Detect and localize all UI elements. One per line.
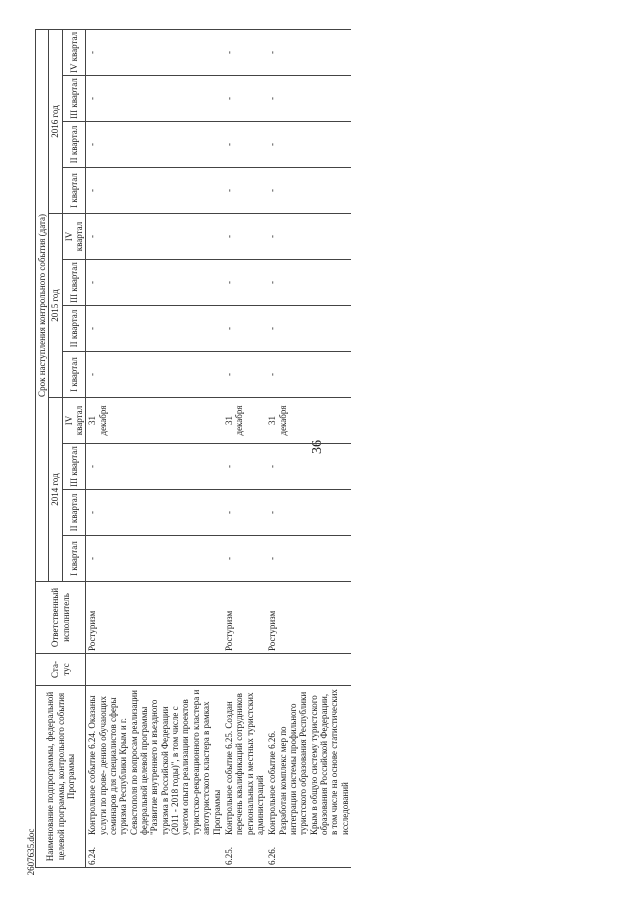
header-deadline: Срок наступления контрольного события (дата) [36, 29, 49, 581]
deadline-cell: - [266, 490, 351, 536]
header-name: Наименование подпрограммы, федеральной целевой программы, контрольного события Программы [36, 686, 86, 868]
table-row [266, 29, 351, 867]
header-quarter: I квартал [62, 352, 86, 398]
header-executor: Ответственный исполнитель [36, 582, 86, 654]
deadline-cell: - [86, 444, 223, 490]
status-cell [86, 654, 223, 686]
table-row [86, 29, 223, 867]
table-row [223, 29, 266, 867]
event-number: 6.26. [267, 847, 278, 865]
deadline-cell: 31 декабря [266, 398, 351, 444]
executor-cell: Ростуризм [266, 582, 351, 654]
page-number: 36 [310, 440, 325, 454]
deadline-cell: - [266, 29, 351, 75]
header-year-2015: 2015 год [49, 214, 62, 398]
deadline-cell: - [266, 260, 351, 306]
executor-cell: Ростуризм [86, 582, 223, 654]
deadline-cell: - [223, 214, 266, 260]
event-number: 6.25. [223, 847, 234, 865]
header-quarter: IV квартал [62, 214, 86, 260]
control-events-table [35, 29, 351, 868]
deadline-cell: - [266, 444, 351, 490]
deadline-cell: - [223, 536, 266, 582]
header-quarter: I квартал [62, 536, 86, 582]
header-quarter: IV квартал [62, 29, 86, 75]
header-quarter: I квартал [62, 168, 86, 214]
deadline-cell: - [223, 306, 266, 352]
deadline-cell: - [86, 76, 223, 122]
header-status: Ста- тус [36, 654, 86, 686]
deadline-cell: 31 декабря [86, 398, 223, 444]
deadline-cell: - [266, 76, 351, 122]
deadline-cell: - [86, 352, 223, 398]
event-number: 6.24. [87, 847, 98, 865]
table-body [86, 29, 351, 867]
header-year-2016: 2016 год [49, 29, 62, 213]
event-name-cell [223, 686, 266, 868]
deadline-cell: - [266, 536, 351, 582]
landscape-sheet [35, 30, 625, 868]
header-quarter: III квартал [62, 444, 86, 490]
header-quarter: IV квартал [62, 398, 86, 444]
status-cell [266, 654, 351, 686]
deadline-cell: - [266, 352, 351, 398]
event-name: Контрольное событие 6.26. Разработан комплекс мер по интеграции системы профильного туристского образования Республики Крым в общую систему туристского образования Российской Федерации, в том числе на основе статистических исследований [267, 689, 350, 835]
deadline-cell: - [86, 122, 223, 168]
header-quarter: II квартал [62, 306, 86, 352]
deadline-cell: - [86, 29, 223, 75]
deadline-cell: - [86, 536, 223, 582]
deadline-cell: - [86, 306, 223, 352]
deadline-cell: - [86, 490, 223, 536]
header-quarter: III квартал [62, 76, 86, 122]
deadline-cell: - [223, 168, 266, 214]
deadline-cell: - [86, 168, 223, 214]
header-year-2014: 2014 год [49, 398, 62, 582]
event-name-cell [86, 686, 223, 868]
deadline-cell: - [86, 260, 223, 306]
deadline-cell: - [223, 490, 266, 536]
deadline-cell: - [223, 29, 266, 75]
deadline-cell: - [223, 76, 266, 122]
status-cell [223, 654, 266, 686]
header-quarter: II квартал [62, 122, 86, 168]
event-name: Контрольное событие 6.25. Создан перечень квалификаций сотрудников региональных и местных туристских администраций [223, 692, 265, 835]
deadline-cell: - [223, 260, 266, 306]
deadline-cell: - [223, 122, 266, 168]
deadline-cell: - [266, 122, 351, 168]
deadline-cell: - [266, 168, 351, 214]
footer-file-name: 2607635.doc [26, 828, 36, 876]
event-name: Контрольное событие 6.24. Оказаны услуги по прове- дению обучающих семинаров для специалистов сферы туризма Республики Крым и г. Севастополя по вопросам реализации федеральной целевой программы "Развитие внутреннего и въездного туризма в Российской Федерации (2011 - 2018 годы)", в том числе с учетом опыта реализации проектов туристско-рекреационного кластера и автотуристского кластера в рамках Программы [87, 689, 222, 835]
header-quarter: II квартал [62, 490, 86, 536]
event-name-cell [266, 686, 351, 868]
deadline-cell: - [223, 444, 266, 490]
deadline-cell: - [86, 214, 223, 260]
header-quarter: III квартал [62, 260, 86, 306]
deadline-cell: - [266, 306, 351, 352]
deadline-cell: - [223, 352, 266, 398]
executor-cell: Ростуризм [223, 582, 266, 654]
deadline-cell: - [266, 214, 351, 260]
deadline-cell: 31 декабря [223, 398, 266, 444]
